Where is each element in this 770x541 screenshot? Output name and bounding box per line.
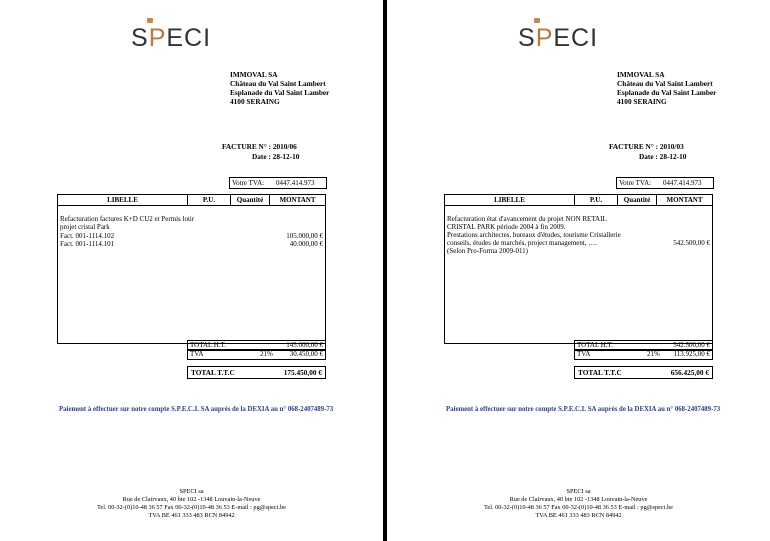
- line-text: CRISTAL PARK période 2004 à fin 2009.: [447, 223, 566, 231]
- invoice-page-2: [387, 0, 770, 541]
- footer-company: SPECI sa: [179, 488, 204, 495]
- footer: [387, 488, 770, 520]
- invoice-number: FACTURE N° : 2010/03: [609, 142, 684, 151]
- footer: [0, 488, 383, 520]
- line-text: Prestations architectes, bureaux d'études, tourisme Cristallerie: [447, 231, 621, 239]
- tva-rate: 21%: [647, 350, 660, 358]
- payment-note: Paiement à effectuer sur notre compte S.P.E.C.I. SA auprès de la DEXIA au n° 068-2407489-73: [59, 406, 334, 413]
- line-text: Refacturation factures K+D CU2 et Permis lotir: [60, 215, 195, 223]
- header-libelle: LIBELLE: [445, 195, 575, 206]
- client-address: [230, 70, 329, 106]
- invoice-page-1: [0, 0, 383, 541]
- vat-label: Votre TVA:: [619, 179, 652, 187]
- payment-note: Paiement à effectuer sur notre compte S.P.E.C.I. SA auprès de la DEXIA au n° 068-2407489-73: [446, 406, 721, 413]
- footer-contact: Tel. 00-32-(0)10-48 36 57 Fax 00-32-(0)10-48 36 53 E-mail : pg@speci.be: [484, 504, 673, 511]
- total-ht-value: 145.000,00 €: [286, 341, 323, 349]
- footer-company: SPECI sa: [566, 488, 591, 495]
- total-ttc-label: TOTAL T.T.C: [191, 368, 235, 377]
- line-amount: 105.000,00 €: [286, 232, 323, 240]
- line-text: Fact. 001-1114.101: [60, 240, 115, 248]
- footer-address: Rue de Clairvaux, 40 bte 102 -1348 Louvain-la-Neuve: [509, 496, 648, 503]
- vat-label: Votre TVA:: [232, 179, 265, 187]
- invoice-date: Date : 28-12-10: [252, 152, 300, 161]
- footer-vat: TVA BE 461 333 483 RCN 84942: [535, 512, 622, 519]
- header-pu: P.U.: [575, 195, 618, 206]
- vat-value: 0447.414.973: [276, 179, 315, 187]
- invoice-table: [444, 194, 713, 344]
- tva-row: [187, 349, 326, 360]
- vat-value: 0447.414.973: [663, 179, 702, 187]
- line-text: Refacturation état d'avancement du projet NON RETAIL: [447, 215, 607, 223]
- total-ht-label: TOTAL H.T.: [190, 341, 227, 349]
- total-ht-value: 542.500,00 €: [673, 341, 710, 349]
- client-line2: Esplanade du Val Saint Lamber: [230, 88, 330, 97]
- header-libelle: LIBELLE: [58, 195, 188, 206]
- client-line3: 4100 SERAING: [230, 97, 280, 106]
- client-line1: Château du Val Saint Lambert: [617, 79, 713, 88]
- invoice-date: Date : 28-12-10: [639, 152, 687, 161]
- total-ttc-row: [574, 366, 713, 379]
- line-text: Fact. 001-1114.102: [60, 232, 115, 240]
- line-text: projet cristal Park: [60, 223, 110, 231]
- footer-vat: TVA BE 461 333 483 RCN 84942: [148, 512, 235, 519]
- client-line1: Château du Val Saint Lambert: [230, 79, 326, 88]
- total-ttc-value: 175.450,00 €: [283, 368, 322, 377]
- footer-contact: Tel. 00-32-(0)10-48 36 57 Fax 00-32-(0)10-48 36 53 E-mail : pg@speci.be: [97, 504, 286, 511]
- line-text: conseils, études de marchés, project management, ….: [447, 239, 598, 247]
- tva-value: 113.925,00 €: [673, 350, 710, 358]
- tva-rate: 21%: [260, 350, 273, 358]
- tva-row: [574, 349, 713, 360]
- line-amount: 40.000,00 €: [289, 240, 323, 248]
- vat-number-box: [616, 177, 714, 189]
- speci-logo: SPECI: [131, 24, 212, 52]
- footer-address: Rue de Clairvaux, 40 bte 102 -1348 Louvain-la-Neuve: [122, 496, 261, 503]
- client-address: [617, 70, 716, 106]
- line-text: (Selon Pro-Forma 2009-011): [447, 247, 529, 255]
- header-montant: MONTANT: [270, 195, 325, 206]
- invoice-number: FACTURE N° : 2010/06: [222, 142, 297, 151]
- client-name: IMMOVAL SA: [617, 70, 665, 79]
- total-ttc-row: [187, 366, 326, 379]
- tva-label: TVA: [190, 350, 204, 358]
- total-ttc-value: 656.425,00 €: [670, 368, 709, 377]
- total-ht-label: TOTAL H.T.: [577, 341, 614, 349]
- header-quantity: Quantité: [231, 195, 270, 206]
- client-line3: 4100 SERAING: [617, 97, 667, 106]
- vat-number-box: [229, 177, 327, 189]
- line-amount: 542.500,00 €: [673, 239, 710, 247]
- invoice-table: [57, 194, 326, 344]
- header-pu: P.U.: [188, 195, 231, 206]
- client-line2: Esplanade du Val Saint Lamber: [617, 88, 717, 97]
- header-montant: MONTANT: [657, 195, 712, 206]
- total-ttc-label: TOTAL T.T.C: [578, 368, 622, 377]
- client-name: IMMOVAL SA: [230, 70, 278, 79]
- tva-value: 30.450,00 €: [289, 350, 323, 358]
- tva-label: TVA: [577, 350, 591, 358]
- speci-logo: SPECI: [518, 24, 599, 52]
- header-quantity: Quantité: [618, 195, 657, 206]
